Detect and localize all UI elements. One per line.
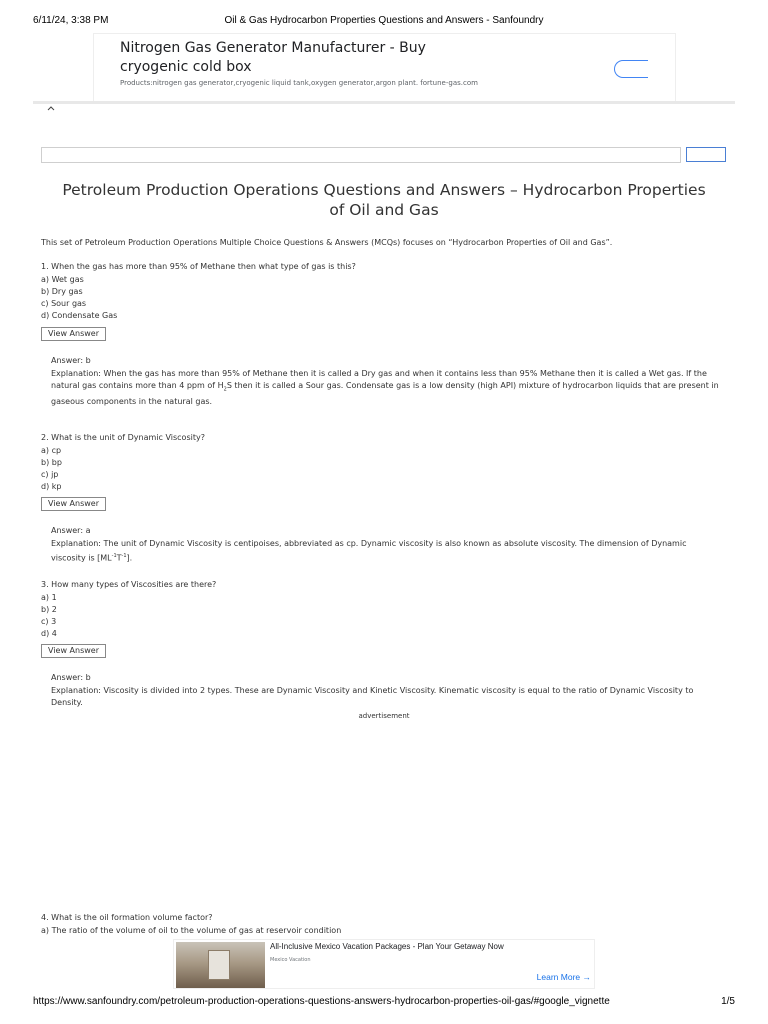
page-number: 1/5 bbox=[721, 996, 735, 1007]
bottom-ad-source: Mexico Vacation bbox=[270, 957, 311, 963]
option: c) Sour gas bbox=[41, 299, 87, 308]
ad-thumbnail-image[interactable] bbox=[176, 942, 265, 988]
advertisement-label: advertisement bbox=[358, 712, 410, 720]
answer-text: Answer: a bbox=[51, 526, 91, 535]
answer-text: Answer: b bbox=[51, 673, 91, 682]
search-input[interactable] bbox=[41, 147, 681, 163]
question-1 bbox=[41, 261, 731, 322]
top-ad-open-button[interactable] bbox=[614, 60, 648, 78]
option: a) cp bbox=[41, 446, 62, 455]
option: a) The ratio of the volume of oil to the volume of gas at reservoir condition bbox=[41, 926, 342, 935]
intro-paragraph: This set of Petroleum Production Operations Multiple Choice Questions & Answers (MCQs) focuses on “Hydrocarbon Properties of Oil and Gas”. bbox=[41, 238, 613, 247]
page-title: Petroleum Production Operations Questions and Answers – Hydrocarbon Properties of Oil and Gas bbox=[62, 181, 706, 219]
option: c) jp bbox=[41, 470, 59, 479]
option: b) 2 bbox=[41, 605, 57, 614]
answer-block-2 bbox=[51, 525, 723, 565]
bottom-ad-title[interactable]: All-Inclusive Mexico Vacation Packages - Plan Your Getaway Now bbox=[270, 942, 504, 951]
search-button[interactable] bbox=[686, 147, 726, 162]
bottom-ad-banner[interactable] bbox=[173, 939, 595, 989]
ad-divider bbox=[33, 101, 735, 104]
print-doc-title: Oil & Gas Hydrocarbon Properties Questions and Answers - Sanfoundry bbox=[224, 15, 544, 26]
print-url: https://www.sanfoundry.com/petroleum-production-operations-questions-answers-hydrocarbon-properties-oil-gas/#google_vignette bbox=[33, 996, 610, 1007]
explanation-text: Explanation: The unit of Dynamic Viscosity is centipoises, abbreviated as cp. Dynamic viscosity is also known as absolute viscosity. The dimension of Dynamic viscosity is $[ML^{-1}T^{-1}]$. bbox=[51, 539, 687, 563]
option: d) 4 bbox=[41, 629, 57, 638]
explanation-text: Explanation: When the gas has more than 95% of Methane then it is called a Dry gas and when it contains less than 95% Methane then it is called a Wet gas. If the natural gas contains more than 4 ppm of $H_2S$ then it is called a Sour gas. Condensate gas is a low density (high API) mixture of hydrocarbon liquids that are present in gaseous components in the natural gas. bbox=[51, 369, 719, 406]
print-datetime: 6/11/24, 3:38 PM bbox=[33, 15, 109, 26]
question-text: 2. What is the unit of Dynamic Viscosity? bbox=[41, 433, 205, 442]
answer-text: Answer: b bbox=[51, 356, 91, 365]
option: c) 3 bbox=[41, 617, 57, 626]
option: a) Wet gas bbox=[41, 275, 84, 284]
question-text: 1. When the gas has more than 95% of Methane then what type of gas is this? bbox=[41, 262, 356, 271]
question-text: 3. How many types of Viscosities are there? bbox=[41, 580, 217, 589]
view-answer-button[interactable]: View Answer bbox=[41, 327, 106, 341]
option: d) kp bbox=[41, 482, 62, 491]
print-footer bbox=[33, 996, 735, 1010]
top-ad-banner[interactable] bbox=[93, 33, 676, 103]
view-answer-button[interactable]: View Answer bbox=[41, 644, 106, 658]
explanation-text: Explanation: Viscosity is divided into 2 types. These are Dynamic Viscosity and Kinetic Viscosity. Kinematic viscosity is equal to the ratio of Dynamic Viscosity to Density. bbox=[51, 686, 694, 707]
option: a) 1 bbox=[41, 593, 57, 602]
top-ad-subtitle: Products:nitrogen gas generator,cryogenic liquid tank,oxygen generator,argon plant. fortune-gas.com bbox=[120, 79, 478, 87]
question-2 bbox=[41, 432, 731, 493]
learn-more-link[interactable]: Learn More → bbox=[536, 972, 591, 982]
answer-block-3 bbox=[51, 672, 723, 709]
question-3 bbox=[41, 579, 731, 640]
option: b) bp bbox=[41, 458, 62, 467]
option: b) Dry gas bbox=[41, 287, 83, 296]
chevron-up-icon[interactable] bbox=[46, 104, 58, 114]
print-header bbox=[33, 15, 735, 29]
question-4 bbox=[41, 912, 731, 937]
question-text: 4. What is the oil formation volume factor? bbox=[41, 913, 213, 922]
top-ad-title[interactable]: Nitrogen Gas Generator Manufacturer - Buy cryogenic cold box bbox=[120, 40, 426, 75]
option: d) Condensate Gas bbox=[41, 311, 118, 320]
answer-block-1 bbox=[51, 355, 723, 408]
view-answer-button[interactable]: View Answer bbox=[41, 497, 106, 511]
